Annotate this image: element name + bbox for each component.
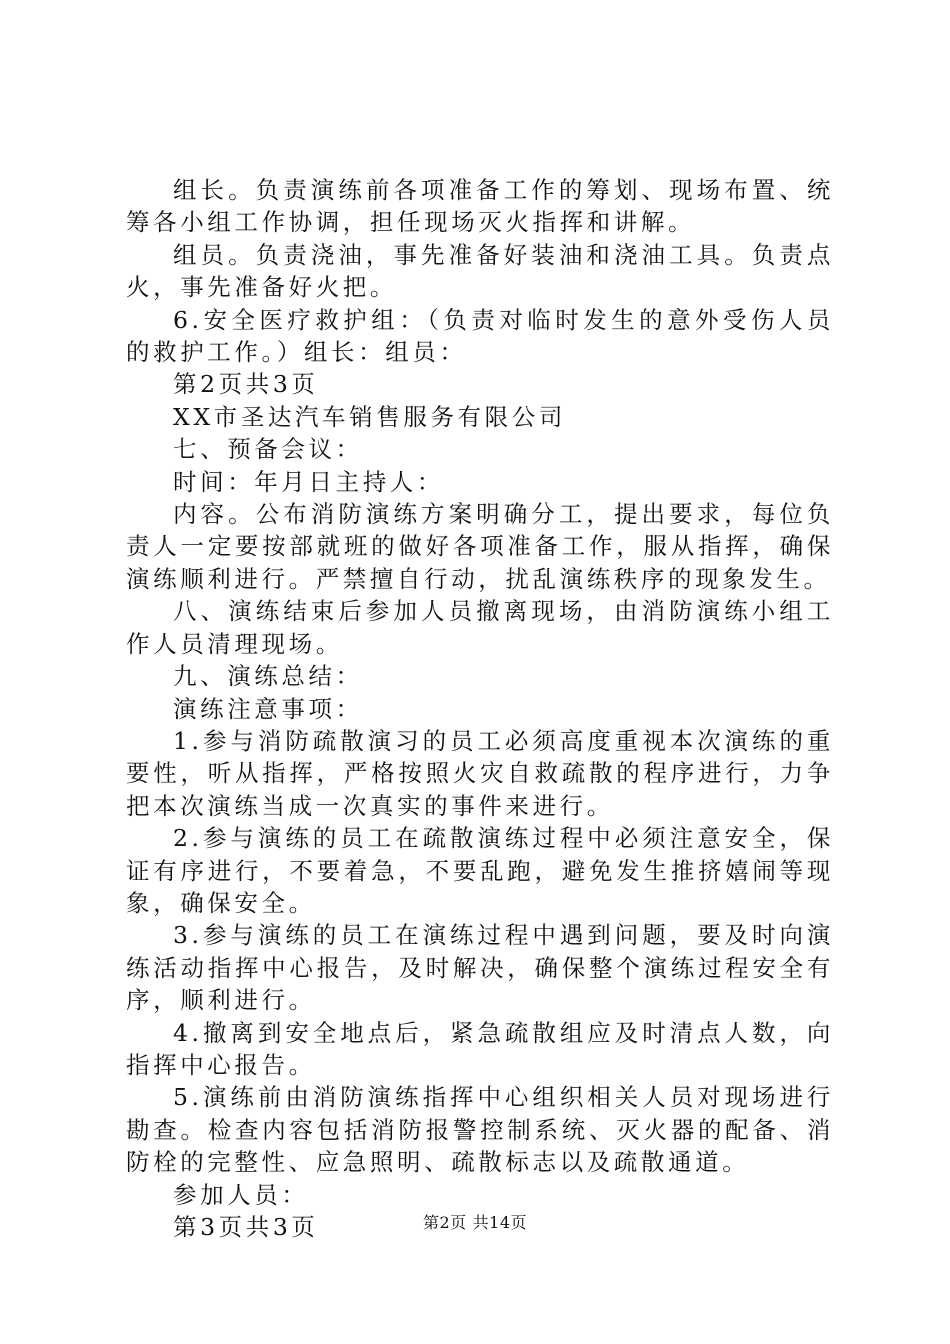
- note-item-2: 2.参与演练的员工在疏散演练过程中必须注意安全，保证有序进行，不要着急，不要乱跑，避免发生推挤嬉闹等现象，确保安全。: [126, 824, 834, 917]
- section-heading-summary: 九、演练总结：: [173, 662, 363, 691]
- paragraph-participants: 参加人员：: [173, 1180, 309, 1209]
- paragraph-group-leader: 组长。负责演练前各项准备工作的筹划、现场布置、统筹各小组工作协调，担任现场灭火指挥和讲解。: [126, 176, 834, 237]
- paragraph-meeting-content: 内容。公布消防演练方案明确分工，提出要求，每位负责人一定要按部就班的做好各项准备工作，服从指挥，确保演练顺利进行。严禁擅自行动，扰乱演练秩序的现象发生。: [126, 500, 834, 593]
- footer-total-pages: 共14页: [472, 1213, 528, 1232]
- inline-page-marker: 第2页共3页: [173, 370, 319, 399]
- note-item-1: 1.参与消防疏散演习的员工必须高度重视本次演练的重要性，听从指挥，严格按照火灾自救疏散的程序进行，力争把本次演练当成一次真实的事件来进行。: [126, 726, 834, 820]
- footer-page-number: 第2页: [422, 1213, 467, 1232]
- section-heading-evacuation: 八、演练结束后参加人员撤离现场，由消防演练小组工作人员清理现场。: [126, 597, 834, 658]
- note-item-3: 3.参与演练的员工在演练过程中遇到问题，要及时向演练活动指挥中心报告，及时解决，确保整个演练过程安全有序，顺利进行。: [126, 921, 834, 1015]
- paragraph-meeting-time: 时间：年月日主持人：: [173, 467, 444, 496]
- section-heading-preparatory-meeting: 七、预备会议：: [173, 435, 363, 464]
- page-footer: [0, 1212, 950, 1234]
- paragraph-group-members: 组员。负责浇油，事先准备好装油和浇油工具。负责点火，事先准备好火把。: [126, 240, 834, 302]
- note-item-5: 5.演练前由消防演练指挥中心组织相关人员对现场进行勘查。检查内容包括消防报警控制系统、灭火器的配备、消防栓的完整性、应急照明、疏散标志以及疏散通道。: [126, 1083, 834, 1177]
- note-item-4: 4.撤离到安全地点后，紧急疏散组应及时清点人数，向指挥中心报告。: [126, 1018, 834, 1079]
- company-name: XX市圣达汽车销售服务有限公司: [173, 402, 566, 431]
- inline-page-marker: 第3页共3页: [173, 1213, 319, 1241]
- document-body: [126, 174, 834, 1243]
- subheading-notes: 演练注意事项：: [173, 694, 363, 723]
- paragraph-medical-rescue-group: 6.安全医疗救护组：（负责对临时发生的意外受伤人员的救护工作。）组长：组员：: [126, 305, 834, 367]
